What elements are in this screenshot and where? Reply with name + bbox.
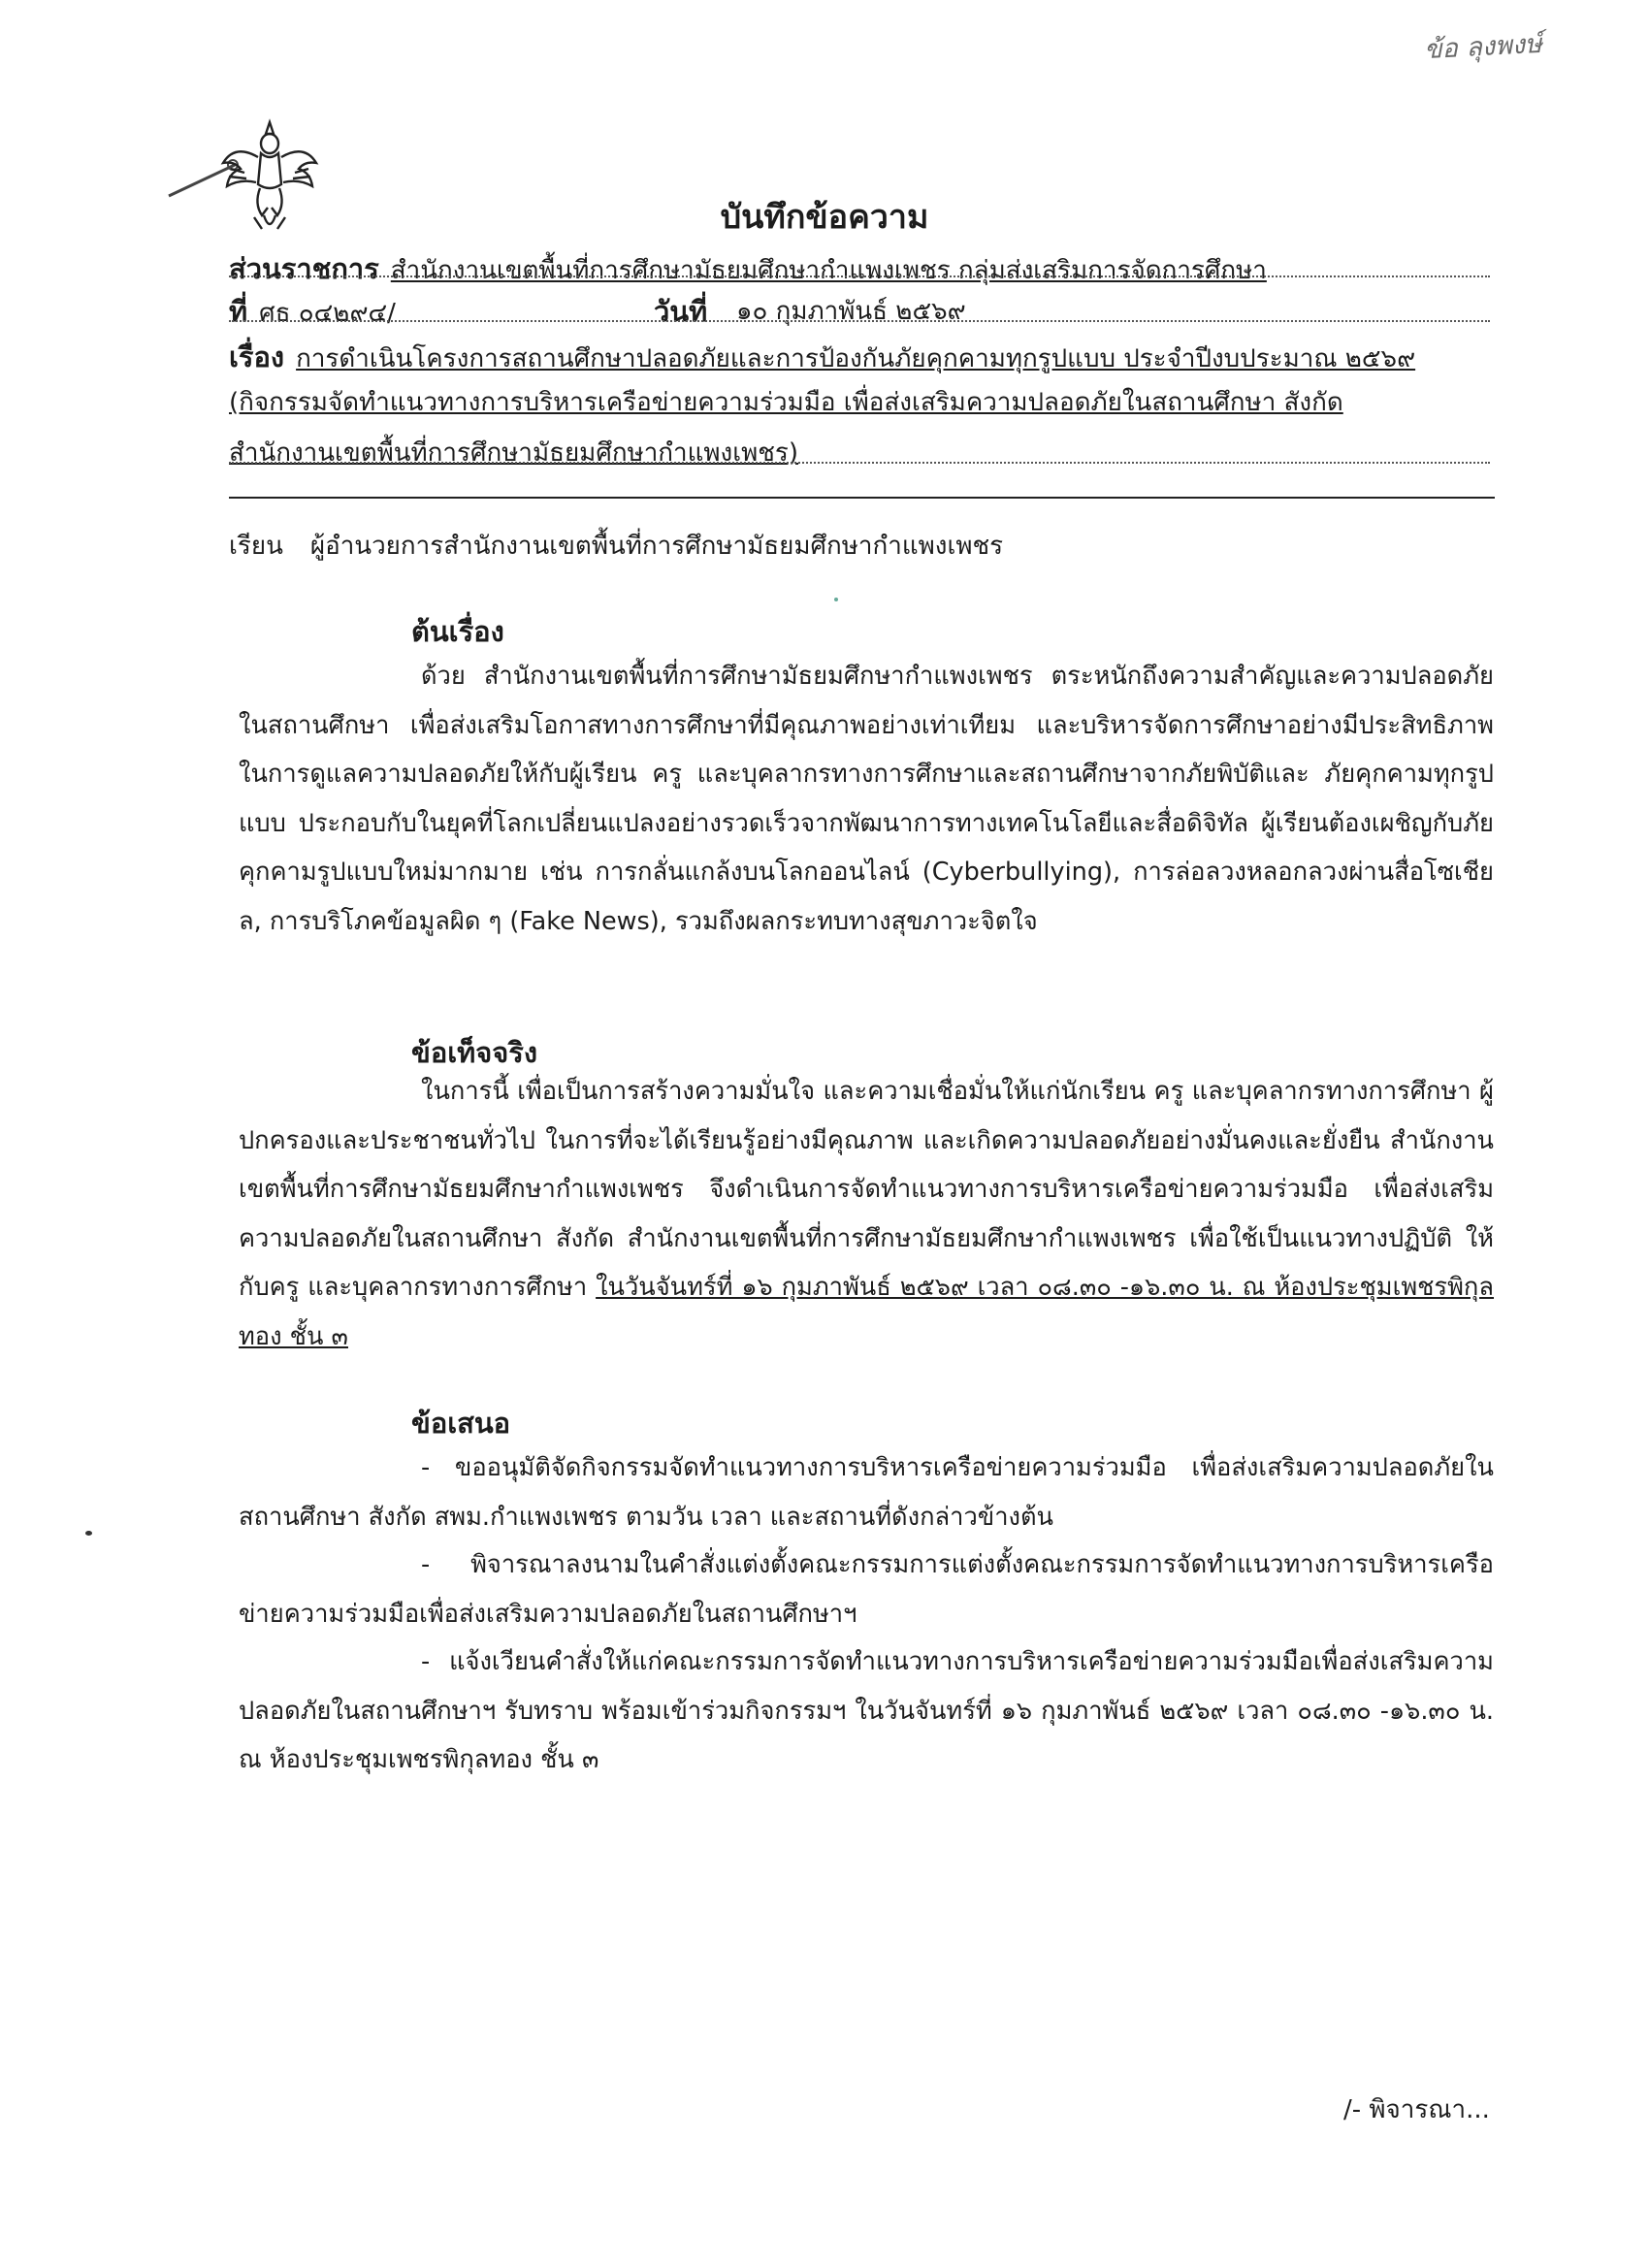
department-value: สำนักงานเขตพื้นที่การศึกษามัธยมศึกษากำแพงเพชร กลุ่มส่งเสริมการจัดการศึกษา bbox=[390, 256, 1267, 285]
subject-row-1 bbox=[229, 335, 1490, 373]
subject-label: เรื่อง bbox=[229, 340, 285, 373]
proposal-item: - แจ้งเวียนคำสั่งให้แก่คณะกรรมการจัดทำแนวทางการบริหารเครือข่ายความร่วมมือเพื่อส่งเสริมความปลอดภัยในสถานศึกษาฯ รับทราบ พร้อมเข้าร่วมกิจกรรมฯ ในวันจันทร์ที่ ๑๖ กุมภาพันธ์ ๒๕๖๙ เวลา ๐๘.๓๐ -๑๖.๓๐ น. ณ ห้องประชุมเพชรพิกุลทอง ชั้น ๓ bbox=[239, 1647, 1494, 1774]
background-paragraph: ด้วย สำนักงานเขตพื้นที่การศึกษามัธยมศึกษากำแพงเพชร ตระหนักถึงความสำคัญและความปลอดภัยในสถานศึกษา เพื่อส่งเสริมโอกาสทางการศึกษาที่มีคุณภาพอย่างเท่าเทียม และบริหารจัดการศึกษาอย่างมีประสิทธิภาพ ในการดูแลความปลอดภัยให้กับผู้เรียน ครู และบุคลากรทางการศึกษาและสถานศึกษาจากภัยพิบัติและ ภัยคุกคามทุกรูปแบบ ประกอบกับในยุคที่โลกเปลี่ยนแปลงอย่างรวดเร็วจากพัฒนาการทางเทคโนโลยีและสื่อดิจิทัล ผู้เรียนต้องเผชิญกับภัยคุกคามรูปแบบใหม่มากมาย เช่น การกลั่นแกล้งบนโลกออนไลน์ (Cyberbullying), การล่อลวงหลอกลวงผ่านสื่อโซเชียล, การบริโภคข้อมูลผิด ๆ (Fake News), รวมถึงผลกระทบทางสุขภาวะจิตใจ bbox=[239, 662, 1494, 936]
memo-title: บันทึกข้อความ bbox=[720, 198, 929, 237]
handwritten-note: ข้อ ลุงพงษ์ bbox=[1423, 28, 1543, 66]
proposal-item: - ขออนุมัติจัดกิจกรรมจัดทำแนวทางการบริหารเครือข่ายความร่วมมือ เพื่อส่งเสริมความปลอดภัยในสถานศึกษา สังกัด สพม.กำแพงเพชร ตามวัน เวลา และสถานที่ดังกล่าวข้างต้น bbox=[239, 1453, 1494, 1532]
facts-heading: ข้อเท็จจริง bbox=[411, 1036, 537, 1069]
subject-line-1: การดำเนินโครงการสถานศึกษาปลอดภัยและการป้องกันภัยคุกคามทุกรูปแบบ ประจำปีงบประมาณ ๒๕๖๙ bbox=[296, 344, 1416, 373]
ref-date-dotted-line bbox=[229, 320, 1490, 322]
continuation-note: /- พิจารณา... bbox=[1343, 2095, 1490, 2124]
facts-paragraph bbox=[239, 1067, 1494, 1361]
date-label: วันที่ bbox=[654, 295, 708, 328]
header-divider bbox=[229, 497, 1495, 499]
ref-value: ศธ ๐๔๒๙๔/ bbox=[259, 299, 396, 328]
salutation-value: ผู้อำนวยการสำนักงานเขตพื้นที่การศึกษามัธยมศึกษากำแพงเพชร bbox=[309, 532, 1004, 561]
department-dotted-line bbox=[229, 275, 1490, 277]
salutation-label: เรียน bbox=[229, 532, 283, 561]
proposal-heading: ข้อเสนอ bbox=[411, 1407, 511, 1440]
subject-line-2: (กิจกรรมจัดทำแนวทางการบริหารเครือข่ายความร่วมมือ เพื่อส่งเสริมความปลอดภัยในสถานศึกษา สังกัด bbox=[229, 388, 1343, 417]
subject-row-3 bbox=[229, 433, 1490, 471]
ref-date-row bbox=[229, 289, 1490, 328]
subject-line-3: สำนักงานเขตพื้นที่การศึกษามัธยมศึกษากำแพงเพชร) bbox=[229, 438, 799, 468]
facts-emphasis: ในวันจันทร์ที่ ๑๖ กุมภาพันธ์ ๒๕๖๙ เวลา ๐๘.๓๐ -๑๖.๓๐ น. ณ ห้องประชุมเพชรพิกุลทอง ชั้น ๓ bbox=[239, 1273, 1495, 1351]
proposal-item: - พิจารณาลงนามในคำสั่งแต่งตั้งคณะกรรมการแต่งตั้งคณะกรรมการจัดทำแนวทางการบริหารเครือข่ายความร่วมมือเพื่อส่งเสริมความปลอดภัยในสถานศึกษาฯ bbox=[239, 1550, 1494, 1629]
scan-speck bbox=[85, 1531, 92, 1536]
scan-speck bbox=[834, 598, 838, 601]
department-label: ส่วนราชการ bbox=[229, 252, 379, 285]
facts-text: ในการนี้ เพื่อเป็นการสร้างความมั่นใจ และความเชื่อมั่นให้แก่นักเรียน ครู และบุคลากรทางการศึกษา ผู้ปกครองและประชาชนทั่วไป ในการที่จะได้เรียนรู้อย่างมีคุณภาพ และเกิดความปลอดภัยอย่างมั่นคงและยั่งยืน สำนักงานเขตพื้นที่การศึกษามัธยมศึกษากำแพงเพชร จึงดำเนินการจัดทำแนวทางการบริหารเครือข่ายความร่วมมือ เพื่อส่งเสริมความปลอดภัยในสถานศึกษา สังกัด สำนักงานเขตพื้นที่การศึกษามัธยมศึกษากำแพงเพชร เพื่อใช้เป็นแนวทางปฏิบัติ ให้กับครู และบุคลากรทางการศึกษา bbox=[239, 1077, 1494, 1302]
date-value: ๑๐ กุมภาพันธ์ ๒๕๖๙ bbox=[736, 297, 966, 326]
subject-row-2 bbox=[229, 382, 1490, 421]
salutation bbox=[229, 526, 1003, 566]
department-row bbox=[229, 246, 1490, 285]
ref-label: ที่ bbox=[229, 295, 248, 328]
subject-dotted-line bbox=[229, 462, 1490, 464]
background-heading: ต้นเรื่อง bbox=[411, 615, 504, 648]
